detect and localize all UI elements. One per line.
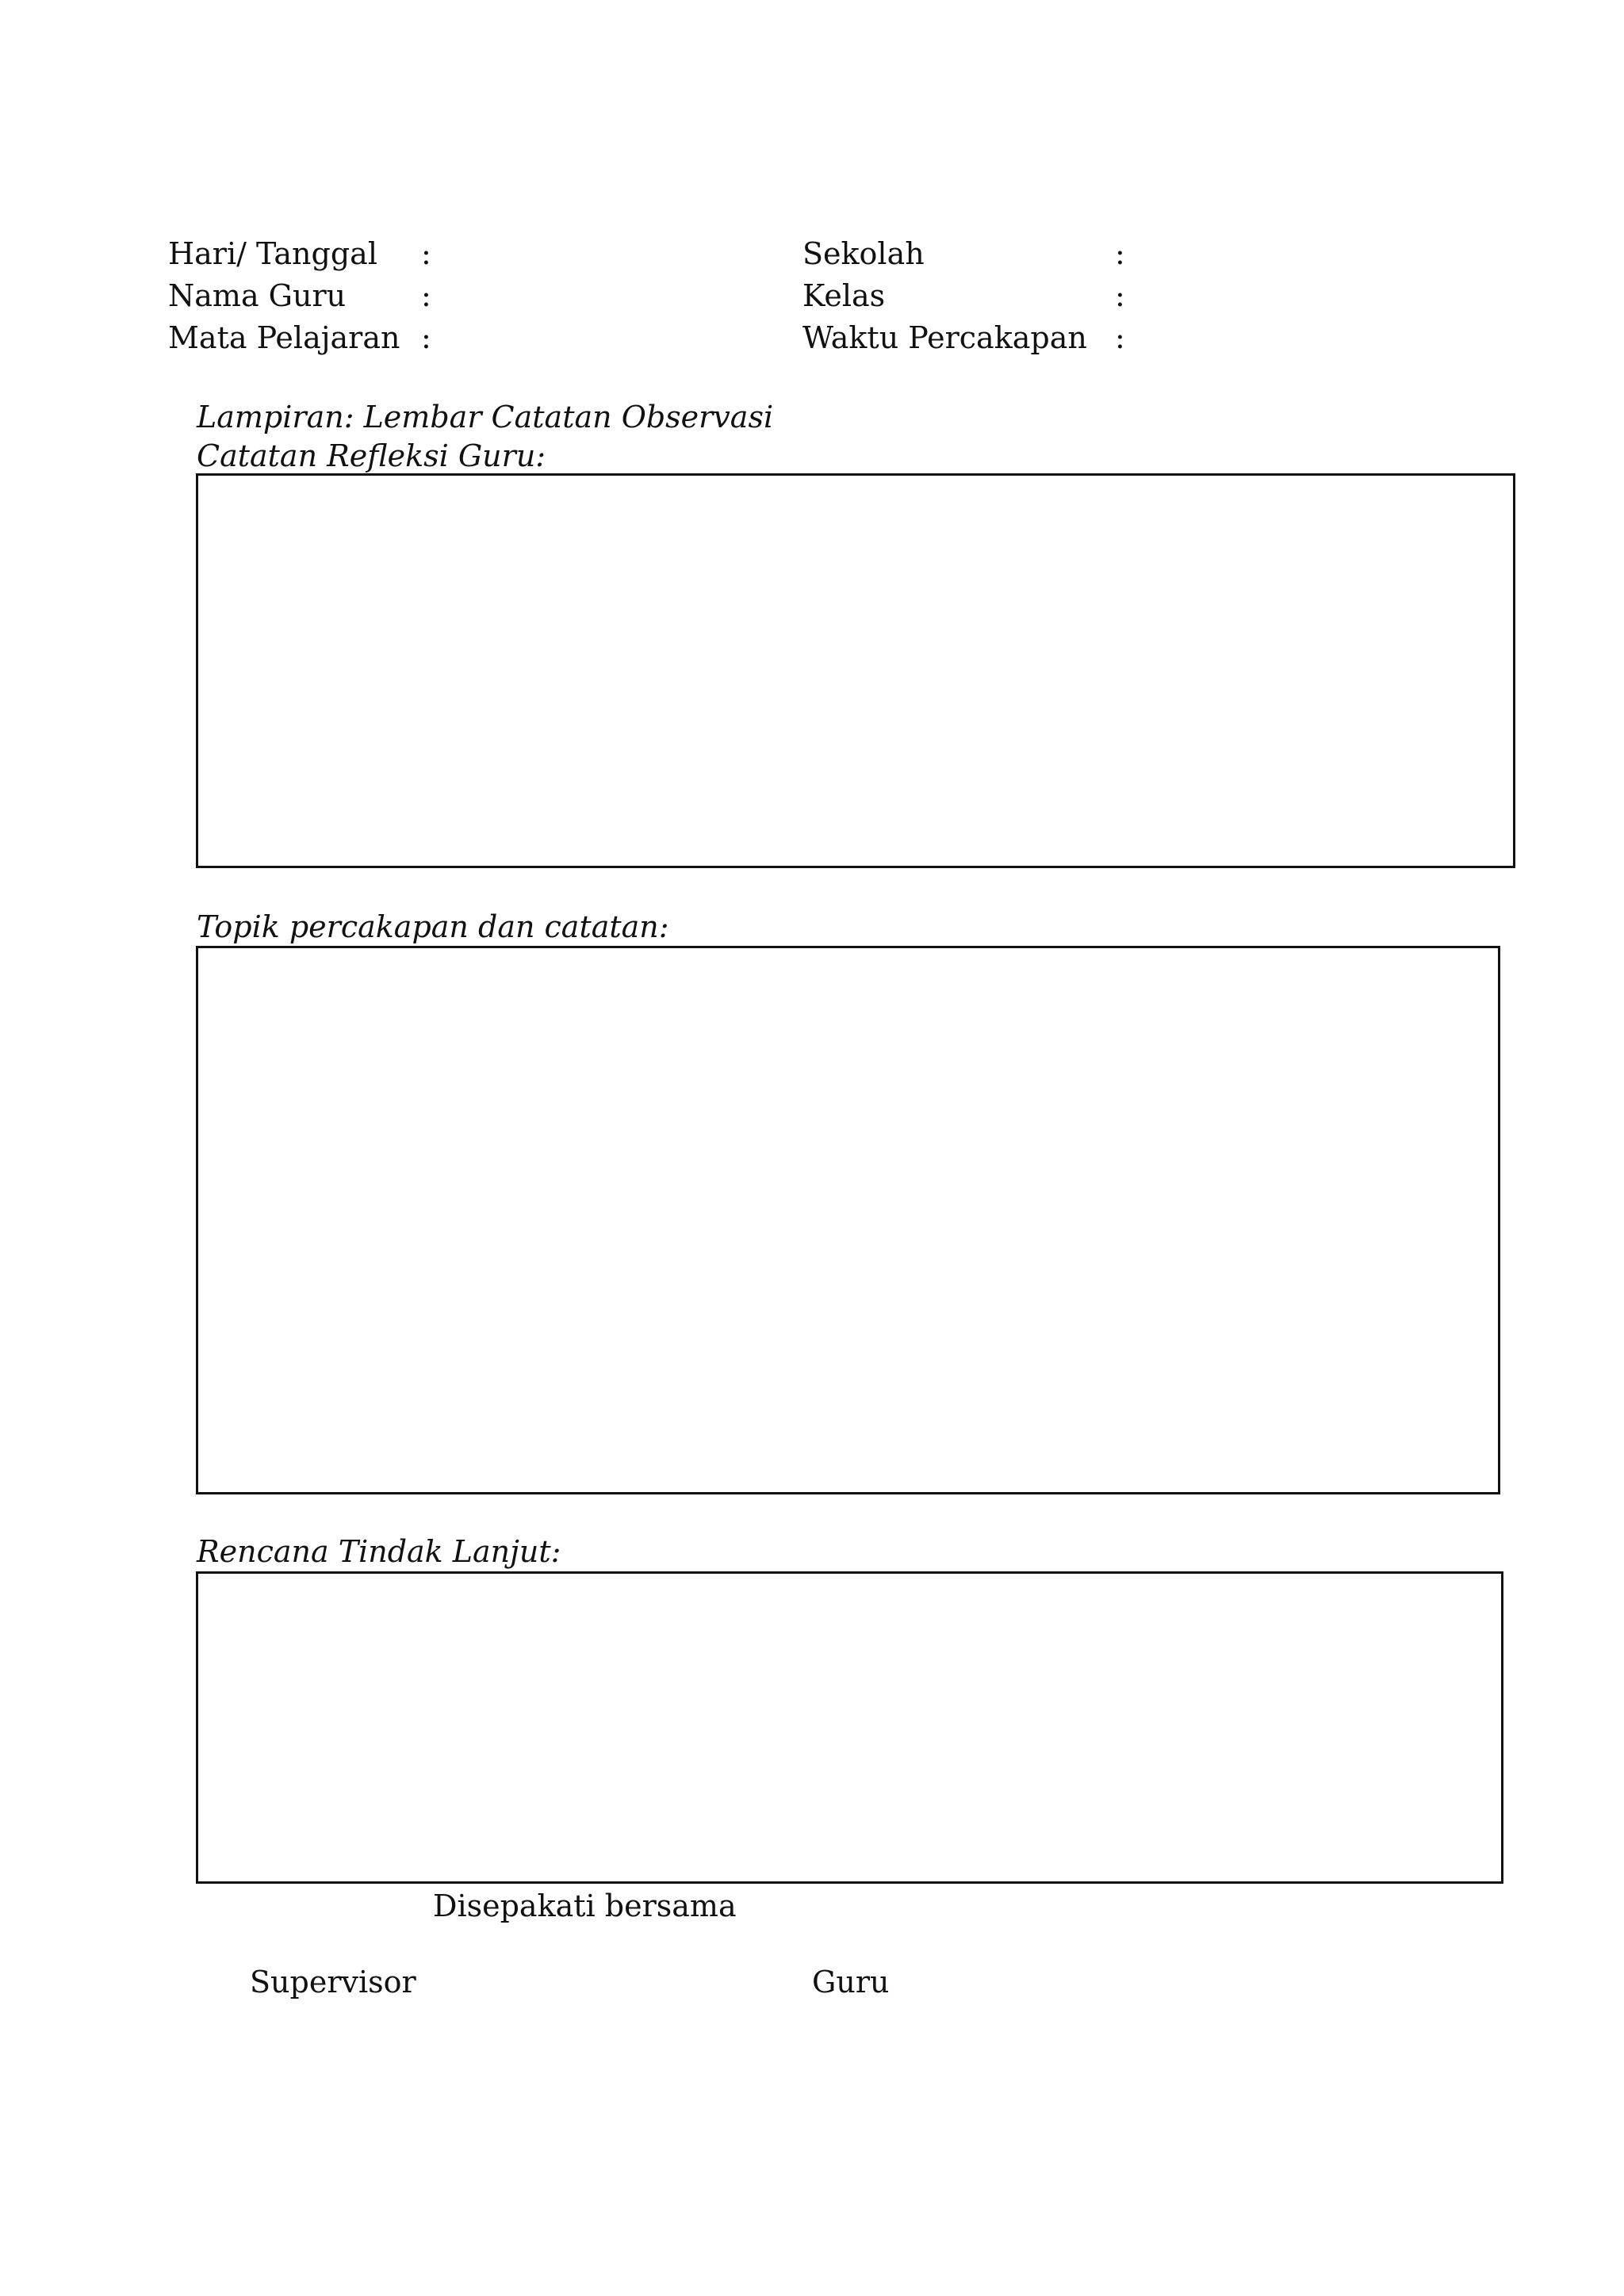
- teacher-signature-label: Guru: [812, 1965, 890, 1999]
- follow-up-plan-box[interactable]: [196, 1571, 1503, 1884]
- conversation-topic-box[interactable]: [196, 946, 1500, 1494]
- school-colon: :: [1115, 236, 1125, 271]
- supervisor-signature-label: Supervisor: [250, 1965, 416, 1999]
- reflection-notes-label: Catatan Refleksi Guru:: [197, 438, 546, 473]
- teacher-name-label: Nama Guru: [168, 278, 347, 313]
- agreement-text: Disepakati bersama: [433, 1888, 737, 1923]
- class-colon: :: [1115, 278, 1125, 313]
- school-label: Sekolah: [802, 236, 925, 271]
- attachment-title: Lampiran: Lembar Catatan Observasi: [197, 400, 774, 434]
- day-date-colon: :: [421, 236, 431, 271]
- day-date-label: Hari/ Tanggal: [168, 236, 377, 271]
- reflection-notes-box[interactable]: [196, 473, 1515, 868]
- subject-colon: :: [421, 320, 431, 355]
- follow-up-plan-label: Rencana Tindak Lanjut:: [197, 1534, 561, 1569]
- teacher-name-colon: :: [421, 278, 431, 313]
- subject-label: Mata Pelajaran: [168, 320, 400, 355]
- conversation-topic-label: Topik percakapan dan catatan:: [197, 909, 669, 944]
- conversation-time-label: Waktu Percakapan: [802, 320, 1087, 355]
- conversation-time-colon: :: [1115, 320, 1125, 355]
- class-label: Kelas: [802, 278, 886, 313]
